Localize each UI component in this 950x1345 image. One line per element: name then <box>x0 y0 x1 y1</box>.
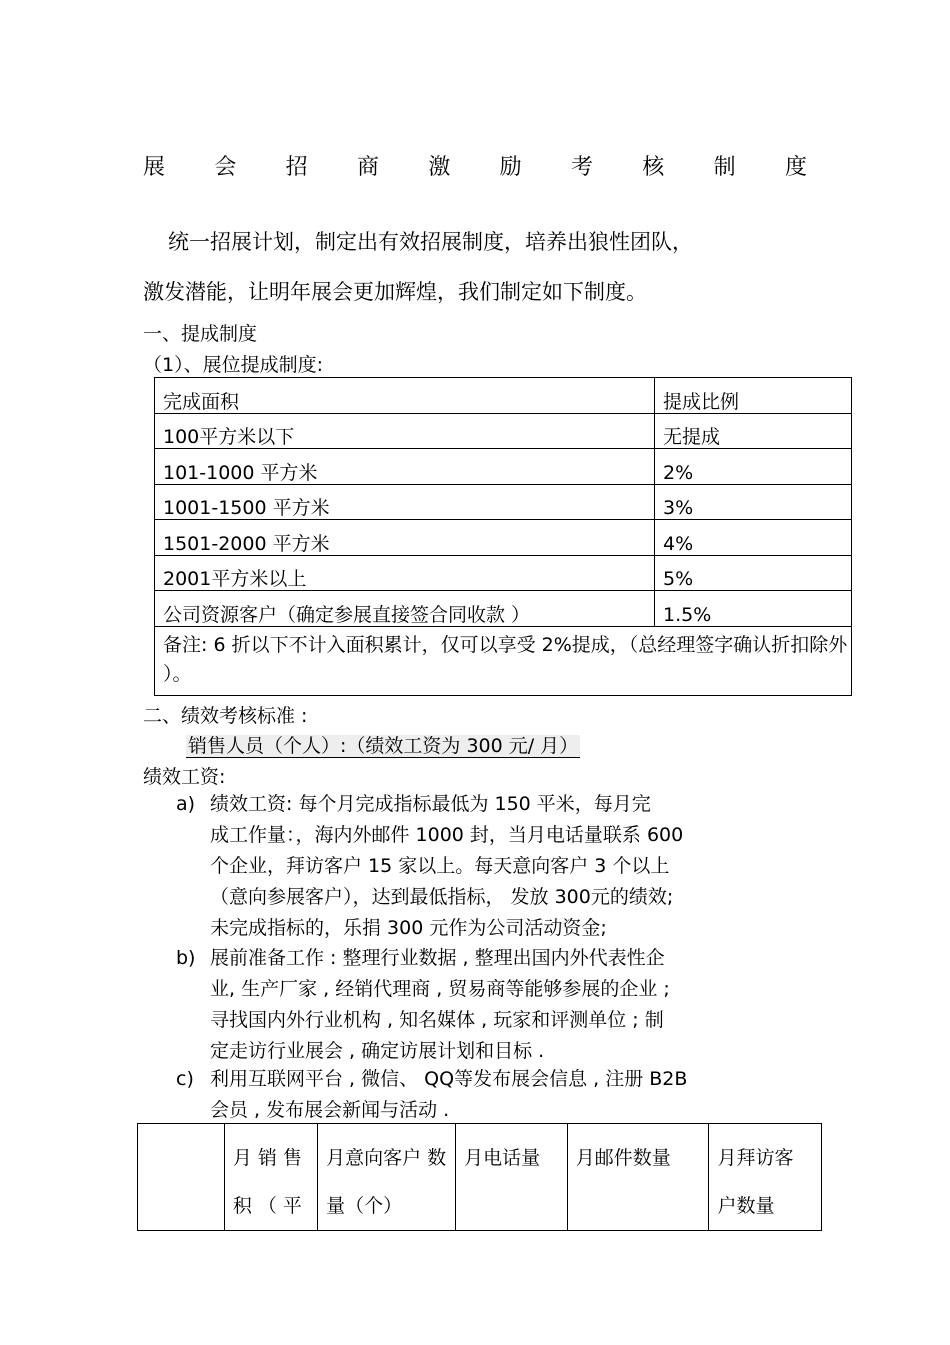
note-cell: 备注: 6 折以下不计入面积累计，仅可以享受 2%提成，（总经理签字确认折扣除外 ）。 <box>155 626 852 695</box>
title-char: 展 <box>143 155 166 180</box>
list-item-text: 展前准备工作 : 整理行业数据 , 整理出国内外代表性企 业, 生产厂家 , 经销代理商 , 贸易商等能够参展的企业 ; 寻找国内外行业机构 , 知名媒体 , 玩家和评测单位 ; 制 定走访行业展会 , 确定访展计划和目标 . <box>210 947 670 1062</box>
area-cell: 1001-1500 平方米 <box>155 484 655 520</box>
area-cell: 100平方米以下 <box>155 413 655 449</box>
title-char: 激 <box>428 155 451 180</box>
area-cell: 1501-2000 平方米 <box>155 520 655 556</box>
section2-heading: 二、绩效考核标准 : <box>143 705 308 727</box>
intro-line-2: 激发潜能，让明年展会更加辉煌，我们制定如下制度。 <box>143 280 647 304</box>
rate-cell: 3% <box>655 484 852 520</box>
title-char: 制 <box>713 155 736 180</box>
table-row <box>155 484 852 520</box>
area-cell: 2001平方米以上 <box>155 555 655 591</box>
rate-cell: 提成比例 <box>655 378 852 414</box>
area-cell: 公司资源客户（确定参展直接签合同收款 ） <box>155 591 655 627</box>
list-item-text: 利用互联网平台 , 微信、 QQ等发布展会信息 , 注册 B2B 会员 , 发布展会新闻与活动 . <box>210 1068 688 1121</box>
metrics-table <box>137 1123 822 1231</box>
header-cell: 月拜访客 户数量 <box>709 1124 822 1231</box>
table-row <box>155 626 852 695</box>
area-cell: 101-1000 平方米 <box>155 449 655 485</box>
list-item-marker: a) <box>176 793 196 815</box>
title-char: 核 <box>642 155 665 180</box>
table-row <box>155 591 852 627</box>
list-item-text: 绩效工资: 每个月完成指标最低为 150 平米，每月完 成工作量：，海内外邮件 1000 封，当月电话量联系 600 个企业，拜访客户 15 家以上。每天意向客户 3 个以上 （意向参展客户），达到最低指标， 发放 300元的绩效; 未完成指标的，乐捐 300 元作为公司活动资金; <box>210 793 684 939</box>
table-row <box>155 378 852 414</box>
salary-highlight-text: 销售人员（个人）:（绩效工资为 300 元/ 月） <box>188 735 579 757</box>
header-cell: 月意向客户 数量（个） <box>318 1124 456 1231</box>
rate-cell: 1.5% <box>655 591 852 627</box>
area-cell: 完成面积 <box>155 378 655 414</box>
table-row <box>155 555 852 591</box>
rate-cell: 5% <box>655 555 852 591</box>
header-cell <box>138 1124 225 1231</box>
rate-cell: 4% <box>655 520 852 556</box>
table-row <box>155 449 852 485</box>
rate-cell: 无提成 <box>655 413 852 449</box>
page-title <box>143 150 807 181</box>
commission-table <box>154 377 852 696</box>
list-item-marker: c) <box>176 1068 194 1090</box>
title-char: 商 <box>356 155 379 180</box>
header-cell: 月电话量 <box>456 1124 568 1231</box>
rate-cell: 2% <box>655 449 852 485</box>
section1-subheading: （1）、展位提成制度: <box>143 354 323 376</box>
title-char: 会 <box>214 155 237 180</box>
header-cell: 月邮件数量 <box>567 1124 709 1231</box>
list-item-marker: b) <box>176 947 196 969</box>
title-char: 度 <box>784 155 807 180</box>
title-char: 招 <box>285 155 308 180</box>
title-char: 励 <box>499 155 522 180</box>
title-char: 考 <box>570 155 593 180</box>
performance-label: 绩效工资: <box>143 766 226 788</box>
header-cell: 月 销 售 积 （ 平 <box>224 1124 317 1231</box>
section1-heading: 一、提成制度 <box>143 323 258 345</box>
salary-highlight <box>186 731 580 758</box>
intro-line-1: 统一招展计划，制定出有效招展制度，培养出狼性团队， <box>168 230 693 254</box>
table-row <box>155 413 852 449</box>
table-row <box>155 520 852 556</box>
